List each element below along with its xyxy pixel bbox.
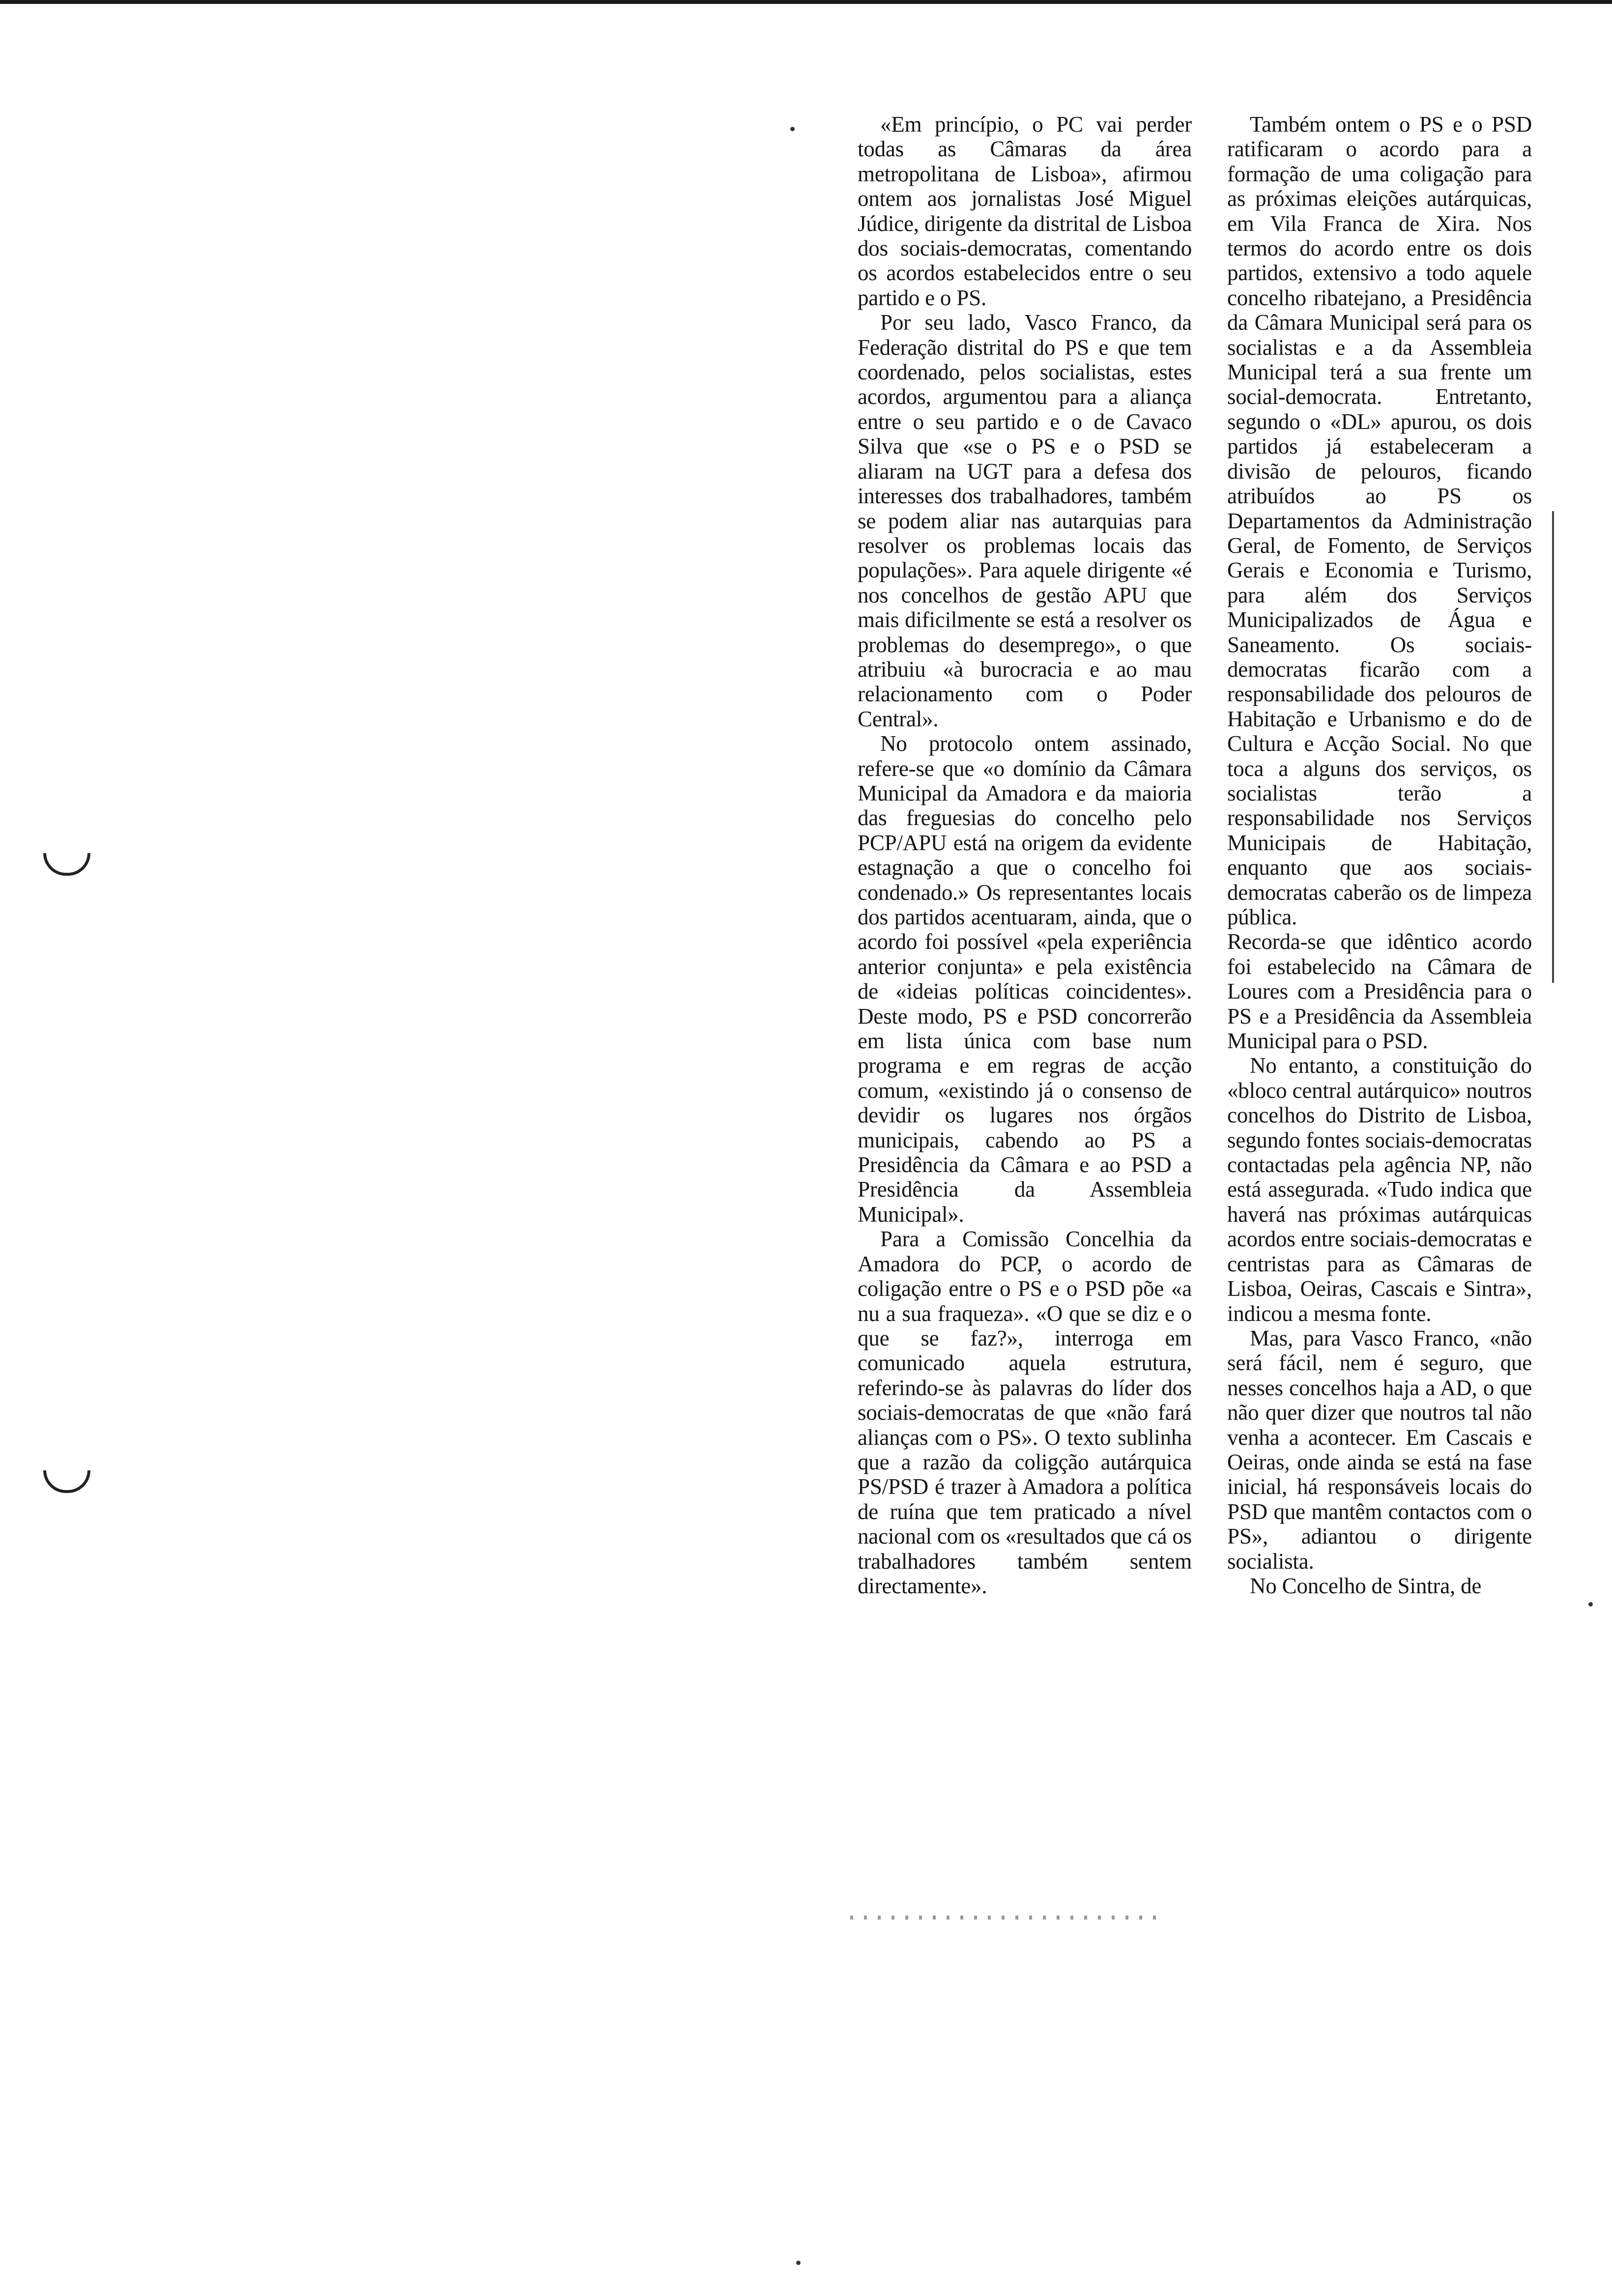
article-paragraph: Também ontem o PS e o PSD ratificaram o acordo para a formação de uma coligação para as próximas eleições autárquicas, em Vila Franca de Xira. Nos termos do acordo entre os dois partidos, extensivo a todo aquele concelho ribatejano, a Presidência da Câmara Municipal será para os socialistas e a da Assembleia Municipal terá a sua frente um social-democrata. Entretanto, segundo o «DL» apurou, os dois partidos já estabeleceram a divisão de pelouros, ficando atribuídos ao PS os Departamentos da Administração Geral, de Fomento, de Serviços Gerais e Economia e Turismo, para além dos Serviços Municipalizados de Água e Saneamento. Os sociais-democratas ficarão com a responsabilidade dos pelouros de Habitação e Urbanismo e do de Cultura e Acção Social. No que toca a alguns dos serviços, os socialistas terão a responsabilidade nos Serviços Municipais de Habitação, enquanto que aos sociais-democratas caberão os de limpeza pública. bbox=[1227, 112, 1532, 929]
article-paragraph: «Em princípio, o PC vai perder todas as Câmaras da área metropolitana de Lisboa», afirmou ontem aos jornalistas José Miguel Júdice, dirigente da distrital de Lisboa dos sociais-democratas, comentando os acordos estabelecidos entre o seu partido e o PS. bbox=[858, 112, 1192, 310]
article-paragraph: Mas, para Vasco Franco, «não será fácil, nem é seguro, que nesses concelhos haja a AD, o que não quer dizer que noutros tal não venha a acontecer. Em Cascais e Oeiras, onde ainda se está na fase inicial, há responsáveis locais do PSD que mantêm contactos com o PS», adiantou o dirigente socialista. bbox=[1227, 1325, 1532, 1574]
column-edge-mark bbox=[1552, 511, 1554, 983]
scan-speck bbox=[796, 2261, 801, 2265]
article-paragraph: No protocolo ontem assinado, refere-se que «o domínio da Câmara Municipal da Amadora e da maioria das freguesias do concelho pelo PCP/APU está na origem da evidente estagnação a que o concelho foi condenado.» Os representantes locais dos partidos acentuaram, ainda, que o acordo foi possível «pela experiência anterior conjunta» e pela existência de «ideias políticas coincidentes». Deste modo, PS e PSD concorrerão em lista única com base num programa e em regras de acção comum, «existindo já o consenso de devidir os lugares nos órgãos municipais, cabendo ao PS a Presidência da Câmara e ao PSD a Presidência da Assembleia Municipal». bbox=[858, 731, 1192, 1227]
article-column-right bbox=[1227, 112, 1532, 1598]
article-paragraph: Para a Comissão Concelhia da Amadora do PCP, o acordo de coligação entre o PS e o PSD põe «a nu a sua fraqueza». «O que se diz e o que se faz?», interroga em comunicado aquela estrutura, referindo-se às palavras do líder dos sociais-democratas de que «não fará alianças com o PS». O texto sublinha que a razão da coligção autárquica PS/PSD é trazer à Amadora a política de ruína que tem praticado a nível nacional com os «resultados que cá os trabalhadores também sentem directamente». bbox=[858, 1227, 1192, 1598]
article-paragraph: No entanto, a constituição do «bloco central autárquico» noutros concelhos do Distrito de Lisboa, segundo fontes sociais-democratas contactadas pela agência NP, não está assegurada. «Tudo indica que haverá nas próximas autárquicas acordos entre sociais-democratas e centristas para as Câmaras de Lisboa, Oeiras, Cascais e Sintra», indicou a mesma fonte. bbox=[1227, 1053, 1532, 1326]
binder-hole-mark-lower bbox=[43, 1470, 90, 1493]
scan-speck bbox=[1588, 1602, 1593, 1607]
article-paragraph: Recorda-se que idêntico acordo foi estabelecido na Câmara de Loures com a Presidência para o PS e a Presidência da Assembleia Municipal para o PSD. bbox=[1227, 929, 1532, 1054]
article-column-left bbox=[858, 112, 1192, 1598]
article-paragraph: No Concelho de Sintra, de bbox=[1250, 1573, 1482, 1598]
binder-hole-mark-upper bbox=[43, 853, 90, 876]
scan-speck bbox=[790, 127, 795, 131]
scan-noise bbox=[850, 1916, 1165, 1920]
scan-top-border bbox=[0, 0, 1612, 4]
article-paragraph: Por seu lado, Vasco Franco, da Federação distrital do PS e que tem coordenado, pelos socialistas, estes acordos, argumentou para a aliança entre o seu partido e o de Cavaco Silva que «se o PS e o PSD se aliaram na UGT para a defesa dos interesses dos trabalhadores, também se podem aliar nas autarquias para resolver os problemas locais das populações». Para aquele dirigente «é nos concelhos de gestão APU que mais dificilmente se está a resolver os problemas do desemprego», o que atribuiu «à burocracia e ao mau relacionamento com o Poder Central». bbox=[858, 310, 1192, 731]
